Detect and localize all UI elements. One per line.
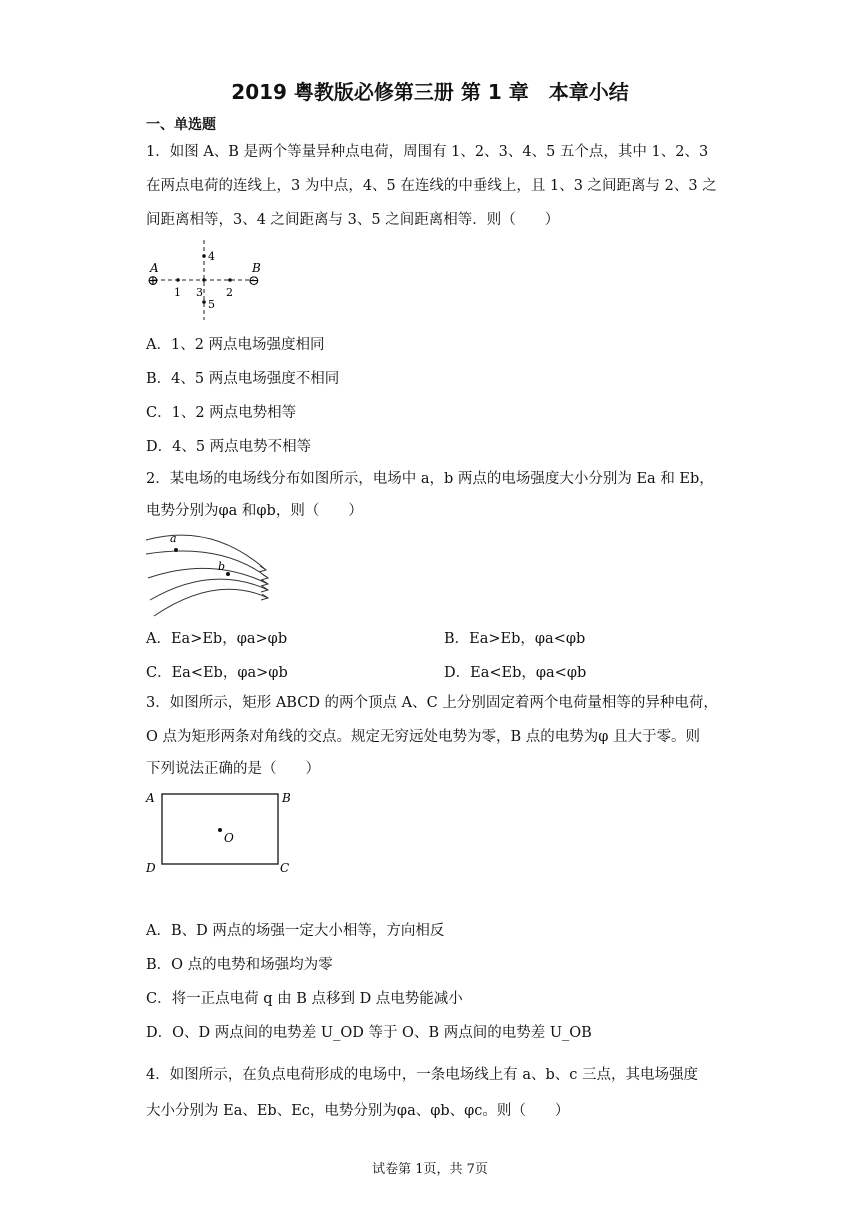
q1-minus-charge: ⊖ <box>248 273 260 289</box>
q3-line-1: 3．如图所示，矩形 ABCD 的两个顶点 A、C 上分别固定着两个电荷量相等的异种电荷， <box>146 695 718 711</box>
q2-line-1: 2．某电场的电场线分布如图所示，电场中 a，b 两点的电场强度大小分别为 Ea 和 Eb， <box>146 471 714 487</box>
q1-plus-charge: ⊕ <box>147 273 159 289</box>
q1-option-a: A．1、2 两点电场强度相同 <box>146 337 325 353</box>
q4-line-1: 4．如图所示，在负点电荷形成的电场中，一条电场线上有 a、b、c 三点，其电场强度 <box>146 1067 698 1083</box>
q1-line-3: 间距离相等，3、4 之间距离与 3、5 之间距离相等．则（ ） <box>146 212 560 228</box>
q1-point-2 <box>228 278 232 282</box>
q2-label-b: b <box>218 560 226 573</box>
q3-label-O: O <box>224 831 234 845</box>
q1-point-4 <box>202 254 206 258</box>
section-heading: 一、单选题 <box>146 117 216 133</box>
q3-rectangle-figure <box>142 786 302 878</box>
q1-num-5: 5 <box>208 298 215 311</box>
page-footer: 试卷第 1页，共 7页 <box>372 1162 488 1177</box>
q3-option-c: C．将一正点电荷 q 由 B 点移到 D 点电势能减小 <box>146 991 463 1007</box>
q1-option-c: C．1、2 两点电势相等 <box>146 405 297 421</box>
q3-label-A: A <box>146 791 155 805</box>
q1-label-B: B <box>252 261 261 275</box>
q1-point-1 <box>176 278 180 282</box>
q1-num-2: 2 <box>226 286 233 299</box>
q1-num-1: 1 <box>174 286 181 299</box>
q2-line-2: 电势分别为φa 和φb，则（ ） <box>146 503 363 519</box>
page-title: 2019 粤教版必修第三册 第 1 章 本章小结 <box>231 80 629 104</box>
q3-option-b: B．O 点的电势和场强均为零 <box>146 957 333 973</box>
q3-line-3: 下列说法正确的是（ ） <box>146 761 320 777</box>
q1-point-5 <box>202 300 206 304</box>
q3-point-O <box>218 828 222 832</box>
q2-label-a: a <box>170 532 177 545</box>
q3-option-d: D．O、D 两点间的电势差 U_OD 等于 O、B 两点间的电势差 U_OB <box>146 1025 592 1041</box>
q2-point-a <box>174 548 178 552</box>
q2-option-b: B．Ea>Eb，φa<φb <box>444 631 586 647</box>
q3-label-B: B <box>282 791 291 805</box>
q3-option-a: A．B、D 两点的场强一定大小相等，方向相反 <box>146 923 445 939</box>
q1-line-2: 在两点电荷的连线上，3 为中点，4、5 在连线的中垂线上，且 1、3 之间距离与 2、3 之 <box>146 178 717 194</box>
q2-field-lines-figure <box>142 528 274 618</box>
q3-line-2: O 点为矩形两条对角线的交点。规定无穷远处电势为零，B 点的电势为φ 且大于零。则 <box>146 729 701 745</box>
q3-label-D: D <box>146 861 156 875</box>
q3-label-C: C <box>280 861 290 875</box>
q4-line-2: 大小分别为 Ea、Eb、Ec，电势分别为φa、φb、φc。则（ ） <box>146 1103 570 1119</box>
q1-num-3: 3 <box>196 286 203 299</box>
q2-point-b <box>226 572 230 576</box>
q1-charges-figure <box>142 238 272 322</box>
q1-point-3 <box>202 278 206 282</box>
q2-option-d: D．Ea<Eb，φa<φb <box>444 665 587 681</box>
q2-option-c: C．Ea<Eb，φa>φb <box>146 665 288 681</box>
q1-line-1: 1．如图 A、B 是两个等量异种点电荷，周围有 1、2、3、4、5 五个点，其中 1、2、3 <box>146 144 709 160</box>
q1-option-d: D．4、5 两点电势不相等 <box>146 439 312 455</box>
q1-label-A: A <box>150 261 159 275</box>
q1-option-b: B．4、5 两点电场强度不相同 <box>146 371 340 387</box>
q1-num-4: 4 <box>208 250 215 263</box>
q2-option-a: A．Ea>Eb，φa>φb <box>146 631 288 647</box>
